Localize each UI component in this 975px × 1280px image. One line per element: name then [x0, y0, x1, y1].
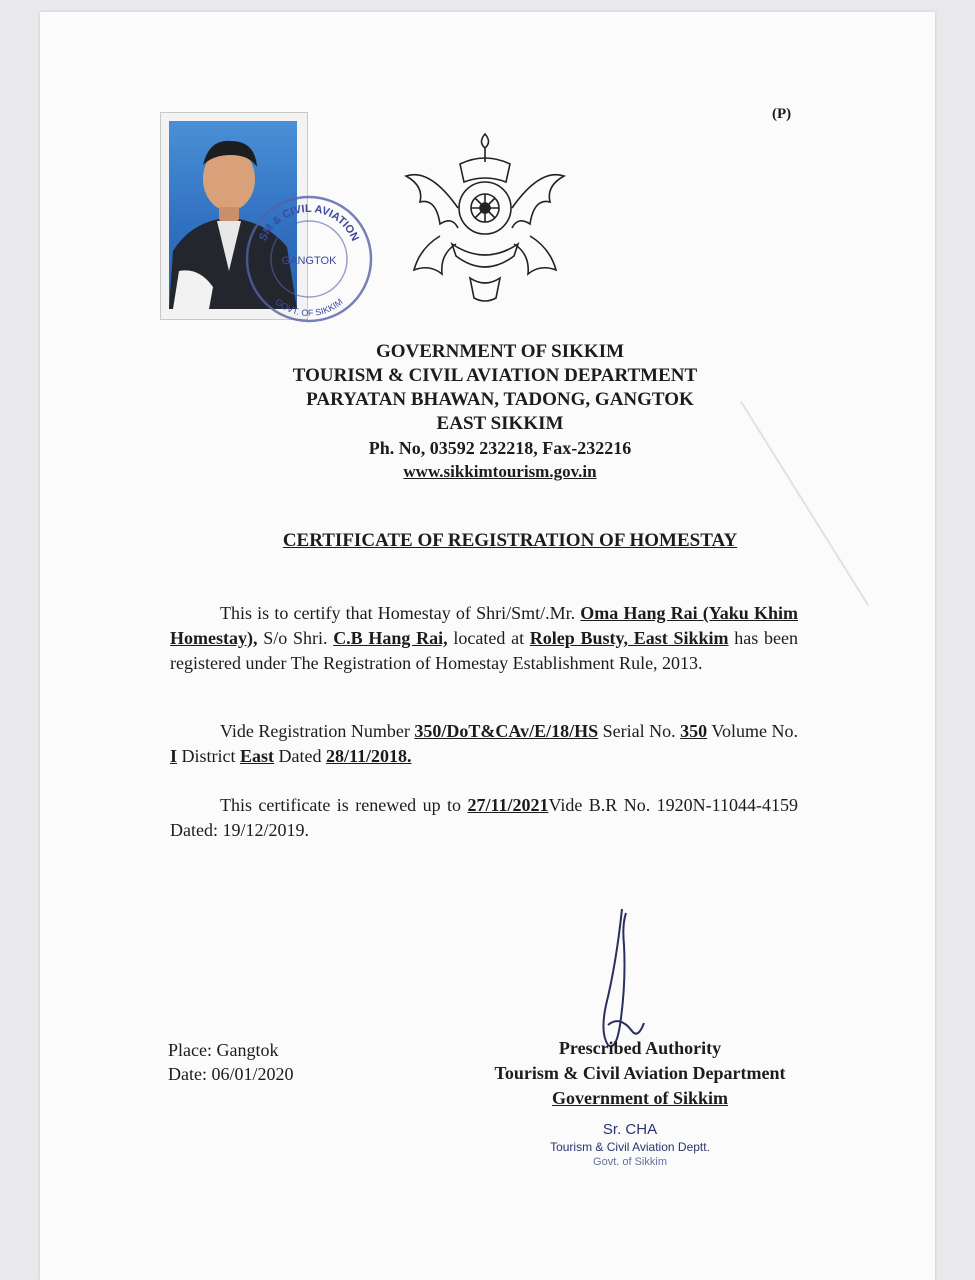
owner-name: Oma Hang Rai (Yaku Khim Homestay), — [170, 603, 798, 648]
seal-designation: Sr. CHA — [602, 1121, 658, 1138]
para1-text: located at — [447, 628, 530, 648]
para2-text: District — [177, 746, 241, 766]
sikkim-state-emblem-icon — [400, 128, 570, 306]
seal-government: Govt. of Sikkim — [593, 1156, 667, 1168]
officer-seal — [520, 1120, 740, 1169]
page-corner-label: (P) — [772, 106, 792, 122]
authority-title: Prescribed Authority — [558, 1038, 722, 1058]
registration-date: 28/11/2018. — [326, 746, 412, 766]
renewal-paragraph — [170, 793, 798, 843]
place-date-block — [168, 1038, 293, 1086]
homestay-location: Rolep Busty, East Sikkim — [529, 628, 729, 648]
renewal-date: 27/11/2021 — [467, 795, 549, 815]
header-phone: Ph. No, 03592 232218, Fax-232216 — [368, 438, 632, 458]
para3-text: Vide B.R No. 1920N-11044-4159 Dated: 19/12/2019. — [170, 795, 798, 840]
office-stamp — [240, 190, 378, 328]
header-district: EAST SIKKIM — [436, 413, 564, 434]
father-name: C.B Hang Rai, — [333, 628, 448, 648]
header-website-link[interactable]: www.sikkimtourism.gov.in — [403, 462, 597, 481]
authority-block — [470, 1036, 810, 1111]
volume-number: I — [170, 746, 178, 766]
authority-department: Tourism & Civil Aviation Department — [494, 1063, 786, 1083]
para2-text: Volume No. — [707, 721, 799, 741]
issue-date-text: Date: 06/01/2020 — [168, 1064, 294, 1084]
para1-text: has been registered under The Registration of Homestay Establishment Rule, 2013. — [170, 628, 798, 673]
para1-text: S/o Shri. — [257, 628, 334, 648]
header-department: TOURISM & CIVIL AVIATION DEPARTMENT — [292, 365, 698, 386]
para2-text: Dated — [274, 746, 327, 766]
place-text: Place: Gangtok — [168, 1040, 279, 1060]
certification-paragraph — [170, 601, 798, 676]
seal-department: Tourism & Civil Aviation Deptt. — [550, 1140, 710, 1154]
para1-text: This is to certify that Homestay of Shri/Smt/.Mr. — [220, 603, 581, 623]
header-address: PARYATAN BHAWAN, TADONG, GANGTOK — [306, 389, 694, 410]
para2-text: Vide Registration Number — [220, 721, 415, 741]
registration-number: 350/DoT&CAv/E/18/HS — [414, 721, 599, 741]
stamp-top-text: SM & CIVIL AVIATION — [257, 202, 361, 244]
header-government: GOVERNMENT OF SIKKIM — [375, 341, 625, 362]
stamp-center-text: GANGTOK — [281, 255, 337, 267]
stamp-bottom-text: GOVT. OF SIKKIM — [273, 296, 345, 319]
authority-government: Government of Sikkim — [551, 1088, 728, 1108]
para2-text: Serial No. — [598, 721, 681, 741]
certificate-title: CERTIFICATE OF REGISTRATION OF HOMESTAY — [282, 530, 738, 551]
registration-paragraph — [170, 719, 798, 769]
district-name: East — [240, 746, 275, 766]
para3-text: This certificate is renewed up to — [220, 795, 468, 815]
serial-number: 350 — [680, 721, 708, 741]
